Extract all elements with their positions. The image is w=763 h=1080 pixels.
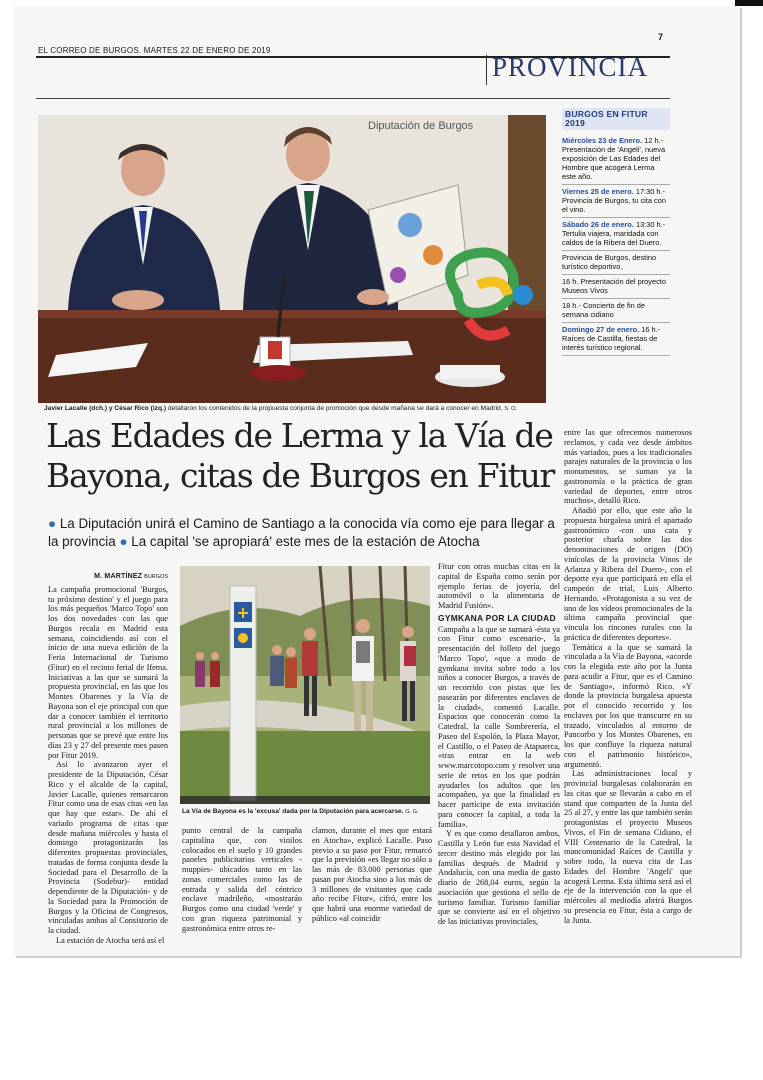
agenda-item [562, 218, 670, 251]
masthead-thin-rule [36, 98, 670, 99]
article-column-5 [564, 428, 692, 925]
agenda-text: 18 h.- Concierto de fin de semana cidiano [562, 301, 645, 319]
headline: Las Edades de Lerma y la Vía de Bayona, citas de Burgos en Fitur [46, 416, 554, 495]
walkers-illustration [180, 566, 430, 804]
bullet-icon: ● [119, 534, 128, 549]
article-subtitle: GYMKANA POR LA CIUDAD [438, 612, 556, 623]
main-photo-caption [44, 405, 544, 413]
section-separator [486, 55, 487, 85]
paragraph: Y es que como detallaron ambos, Castilla y León fue esta Navidad el tercer destino más elegido por las familias después de Madrid y Andalucía, con una media de gasto diario de 268,04 euros, según la asociación que gestiona el sello de turismo familiar. Turismo familiar que se convierte así en el objetivo de las iniciativas provinciales, [438, 829, 560, 926]
agenda-item [562, 275, 670, 299]
subhead-point-2: La capital 'se apropiará' este mes de la estación de Atocha [131, 534, 480, 549]
caption-text: detallaron los contenidos de la propuesta conjunta de promoción que desde mañana se dará a conocer en Madrid. [166, 405, 503, 412]
subhead [48, 515, 558, 551]
article-column-3 [312, 826, 432, 924]
agenda-item [562, 323, 670, 356]
byline [48, 572, 168, 583]
agenda-text: Provincia de Burgos, destino turístico deportivo. [562, 253, 657, 271]
fitur-agenda-sidebar [562, 108, 670, 356]
paragraph: Temática a la que se sumará la vinculada a la Vía de Bayona, «acorde con la elegida este año por la Junta para acudir a Fitur, que es el Camino de Santiago», informó Rico. «Y donde la provincia burgalesa apuesta por el conocido recorrido y los enclaves por los que transcurre en su trazado, vinculados al entorno de Pancorbo y los Montes Obarenes, en los que confluye la riqueza natural con el patrimonio histórico», argumentó. [564, 642, 692, 769]
agenda-text: 17:30 h.- Provincia de Burgos, tu cita con el vino. [562, 187, 666, 214]
bullet-icon: ● [48, 516, 57, 531]
paragraph: Añadió por ello, que este año la propuesta burgalesa unirá el apartado gastronómico -con una cata y posterior charla sobre las dos denominaciones de origen (DO) vinícolas de la provincia Vinos de Arlanza y Ribera del Duero-, con el deporte eya que participará en ella el campeón de trial, Luis Alberto Hernando. «Protagonista a su vez de uno de los vídeos promocionales de la última campaña provincial que vincula los rincones rurales con la práctica de diferentes deportes». [564, 506, 692, 642]
paragraph: La estación de Atocha será así el [56, 935, 165, 945]
paragraph: Así lo avanzaron ayer el presidente de la Diputación, César Rico y el alcalde de la capital, Javier Lacalle, quienes remarcaron Fitur como una de esas citas «en las que hay que estar». De ahí el variado programa de citas que desde mañana miércoles y hasta el domingo protagonizarán las diferentes propuestas provinciales, tratadas de forma conjunta desde la Sociedad para el Desarrollo de la Provincia (Sodebur)- entidad dependiente de la Diputación- y de la Sociedad para la Promoción de Burgos y la Oficina de Congresos, vinculadas ambas al Consistorio de la ciudad. [48, 760, 168, 935]
agenda-text: 16 h.- Raíces de Castilla, fiestas de interés turístico regional. [562, 325, 661, 352]
second-photo-caption [182, 808, 432, 816]
main-photo [38, 115, 546, 403]
paragraph: La campaña promocional 'Burgos, tu próximo destino' y el juego para los más pequeños 'Marco Topo' son los dos novedades con las que Burgos recala en Madrid esta semana, coincidiendo así con el inicio de una nueva edición de la Feria Internacional de Turismo (Fitur) en el recinto ferial de Ifema. Iniciativas a las que se sumará la propuesta provincial, en las que los Montes Obarenes y la Vía de Bayona son el eje principal con que dar a conocer también el territorio rural provincial a los millones de personas que se prevé que entre los días 23 y 27 del presente mes pasen por Fitur 2019. [48, 584, 168, 760]
agenda-text: 16 h. Presentación del proyecto Museos Vivos [562, 277, 666, 295]
byline-place: BURGOS [144, 574, 168, 580]
agenda-day: Viernes 25 de enero. [562, 187, 634, 196]
sidebar-title: BURGOS EN FITUR 2019 [562, 108, 670, 130]
agenda-text: 13:30 h.- Tertulia viajera, maridada con caldos de la Ribera del Duero. [562, 220, 666, 247]
article-column-2 [182, 826, 302, 933]
paragraph: entre las que ofrecemos numerosos reclamos, y cada vez desde ámbitos más variados, pues a los tradicionales parajes naturales de la provincia o los monumentos, se suman ya la gastronomía o la práctica de gran variedad de deportes, entre otros muchos», detalló Rico. [564, 428, 692, 506]
press-conference-illustration [38, 115, 546, 403]
agenda-item [562, 134, 670, 185]
byline-author: M. MARTÍNEZ [94, 573, 143, 580]
agenda-day: Domingo 27 de enero. [562, 325, 640, 334]
masthead-paper: EL CORREO DE BURGOS. MARTES 22 DE ENERO DE 2019 [38, 46, 271, 55]
page-number: 7 [658, 32, 664, 42]
second-caption-credit: G. G. [405, 809, 419, 815]
agenda-text: 12 h.- Presentación de 'Angeli', nueva exposición de Las Edades del Hombre que acogerá Lerma este año. [562, 136, 666, 181]
second-caption-text: La Vía de Bayona es la 'excusa' dada por la Diputación para acercarse. [182, 808, 404, 815]
subhead-point-1: La Diputación unirá el Camino de Santiago a la conocida vía como eje para llegar a la provincia [48, 516, 555, 549]
agenda-item [562, 185, 670, 218]
second-photo [180, 566, 430, 804]
agenda-day: Sábado 26 de enero. [562, 220, 634, 229]
article-column-4 [438, 562, 560, 927]
agenda-item [562, 251, 670, 275]
paragraph: punto central de la campaña capitalina que, con vinilos colocados en el suelo y 10 grandes paneles publicitarios verticales -muppies- ubicados tanto en las zonas comerciales como las de entrada y salida del céntrico enclave madrileño, «mostrarán Burgos como una ciudad 'verde' y con gran riqueza patrimonial y gastronómica entre otros re- [182, 826, 302, 933]
caption-credit: S. O. [504, 406, 517, 412]
paragraph: Las administraciones local y provincial burgalesas colaborarán en las citas que se llevarán a cabo en el stand que comparten de la Junta del 25 al 27, y entre las que también serán protagonistas el proyecto Museos Vivos, el Fin de semana Cidiano, el VIII Centenario de la Catedral, la mancomunidad Raíces de Castilla y sobre todo, la nueva cita de Las Edades del Hombre 'Angeli' que acogerá Lerma. Esta última será así el eje de la intervención con la que el miércoles al mediodía abrirá Burgos su presencia en Fitur, ésta a cargo de la Junta. [564, 769, 692, 925]
agenda-item [562, 299, 670, 323]
article-column-1 [48, 572, 168, 946]
caption-names: Javier Lacalle (dch.) y César Rico (izq.) [44, 405, 167, 412]
paragraph: clamos, durante el mes que estará en Atocha», explicó Lacalle. Paso previo a su paso por Fitur, remarcó que la previsión «es llegar no sólo a las más de 83.000 personas que pasan por Atocha sino a los más de 3 millones de visitantes que cada año recibe Fitur», cifró, entre los que habrá una enorme variedad de público «al coincidir [312, 826, 432, 923]
agenda-day: Miércoles 23 de Enero. [562, 136, 643, 145]
paragraph: Campaña a la que se sumará -ésta ya con Fitur como escenario-, la presentación del folleto del juego 'Marco Topo', «que a modo de gymkana invita sobre todo a los niños a conocer Burgos, a través de un recorrido con pistas que les pasearán por diferentes enclaves de la ciudad», comentó Lacalle. Espacios que conocerán como la Catedral, la calle Sombrerería, el Paseo del Espolón, la Plaza Mayor, el Castillo, o el Paseo de Atapuerca, «tras entrar en la web www.marcotopo.com y resolver una serie de retos en los que podrán ayudarles los adultos que les acompañen, ya que la finalidad es hacer partícipe de esta invitación para conocer la capital, a toda la familia». [438, 624, 560, 829]
paragraph: Fitur con otras muchas citas en la capital de España como serán por ejemplo ferias de joyería, del automóvil o la alimentaria de Madrid Fusión». [438, 562, 560, 610]
banner-text: Diputación de Burgos [368, 120, 474, 132]
section-title: PROVINCIA [492, 52, 649, 82]
